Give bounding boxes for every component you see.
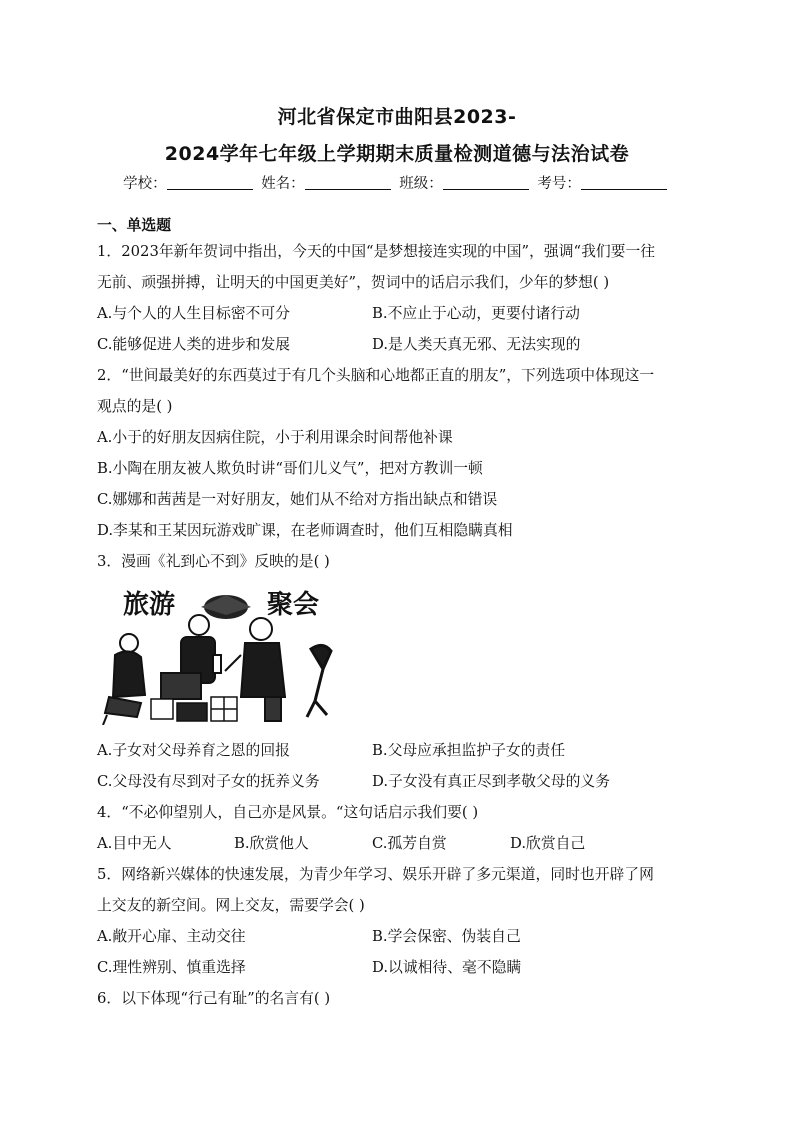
question-3-option-c: C.父母没有尽到对子女的抚养义务 [97, 773, 320, 790]
exam-title-line2: 2024学年七年级上学期期末质量检测道德与法治试卷 [164, 143, 630, 165]
question-4-option-c: C.孤芳自赏 [372, 835, 447, 852]
cartoon-right-caption: 聚会 [267, 590, 320, 620]
question-4-option-d: D.欣赏自己 [510, 835, 586, 852]
running-figure [307, 645, 331, 717]
question-5-line2: 上交友的新空间。网上交友，需要学会( ) [97, 897, 365, 914]
question-5-option-d: D.以诚相待、毫不隐瞒 [372, 959, 522, 976]
class-label: 班级： [399, 176, 443, 192]
student-info-row [0, 172, 794, 193]
question-4-option-a: A.目中无人 [97, 835, 172, 852]
question-6-line1: 6．以下体现“行己有耻”的名言有( ) [97, 990, 331, 1007]
cartoon-image [101, 585, 343, 725]
question-1-option-c: C.能够促进人类的进步和发展 [97, 336, 291, 353]
question-2-line1: 2．“世间最美好的东西莫过于有几个头脑和心地都正直的朋友”，下列选项中体现这一 [97, 367, 655, 384]
parent-figure-middle [161, 615, 221, 699]
class-blank [443, 175, 529, 190]
question-5-option-c: C.理性辨别、慎重选择 [97, 959, 246, 976]
question-5-option-b: B.学会保密、伪装自己 [372, 928, 521, 945]
question-1-option-b: B.不应止于心动，更要付诸行动 [372, 305, 580, 322]
question-2-line2: 观点的是( ) [97, 398, 173, 415]
exam-number-label: 考号： [537, 176, 581, 192]
question-3-option-b: B.父母应承担监护子女的责任 [372, 742, 566, 759]
question-3-option-d: D.子女没有真正尽到孝敬父母的义务 [372, 773, 610, 790]
question-2-option-b: B.小陶在朋友被人欺负时讲“哥们儿义气”，把对方教训一顿 [97, 460, 483, 477]
question-1-option-d: D.是人类天真无邪、无法实现的 [372, 336, 581, 353]
question-1-option-a: A.与个人的人生目标密不可分 [97, 305, 290, 322]
question-1-line2: 无前、顽强拼搏，让明天的中国更美好”，贺词中的话启示我们，少年的梦想( ) [97, 274, 610, 291]
exam-title-line1: 河北省保定市曲阳县2023- [277, 106, 517, 128]
question-4-option-b: B.欣赏他人 [234, 835, 309, 852]
question-2-option-d: D.李某和王某因玩游戏旷课，在老师调查时，他们互相隐瞒真相 [97, 522, 513, 539]
parent-figure-left [103, 634, 145, 725]
school-blank [167, 175, 253, 190]
exam-number-blank [581, 175, 667, 190]
name-blank [305, 175, 391, 190]
question-2-option-c: C.娜娜和茜茜是一对好朋友，她们从不给对方指出缺点和错误 [97, 491, 498, 508]
cartoon-left-caption: 旅游 [123, 590, 176, 620]
question-3-option-a: A.子女对父母养育之恩的回报 [97, 742, 290, 759]
question-5-option-a: A.敞开心扉、主动交往 [97, 928, 246, 945]
question-1-line1: 1．2023年新年贺词中指出，今天的中国“是梦想接连实现的中国”，强调“我们要一往 [97, 243, 656, 260]
question-4-line1: 4．“不必仰望别人，自己亦是风景。“这句话启示我们要( ) [97, 804, 479, 821]
gift-boxes [151, 697, 237, 721]
question-2-option-a: A.小于的好朋友因病住院，小于利用课余时间帮他补课 [97, 429, 453, 446]
question-3-line1: 3．漫画《礼到心不到》反映的是( ) [97, 553, 330, 570]
name-label: 姓名： [261, 176, 305, 192]
cap-emblem [201, 595, 251, 619]
school-label: 学校： [123, 176, 167, 192]
question-5-line1: 5．网络新兴媒体的快速发展，为青少年学习、娱乐开辟了多元渠道，同时也开辟了网 [97, 866, 654, 883]
section-heading: 一、单选题 [97, 217, 171, 234]
